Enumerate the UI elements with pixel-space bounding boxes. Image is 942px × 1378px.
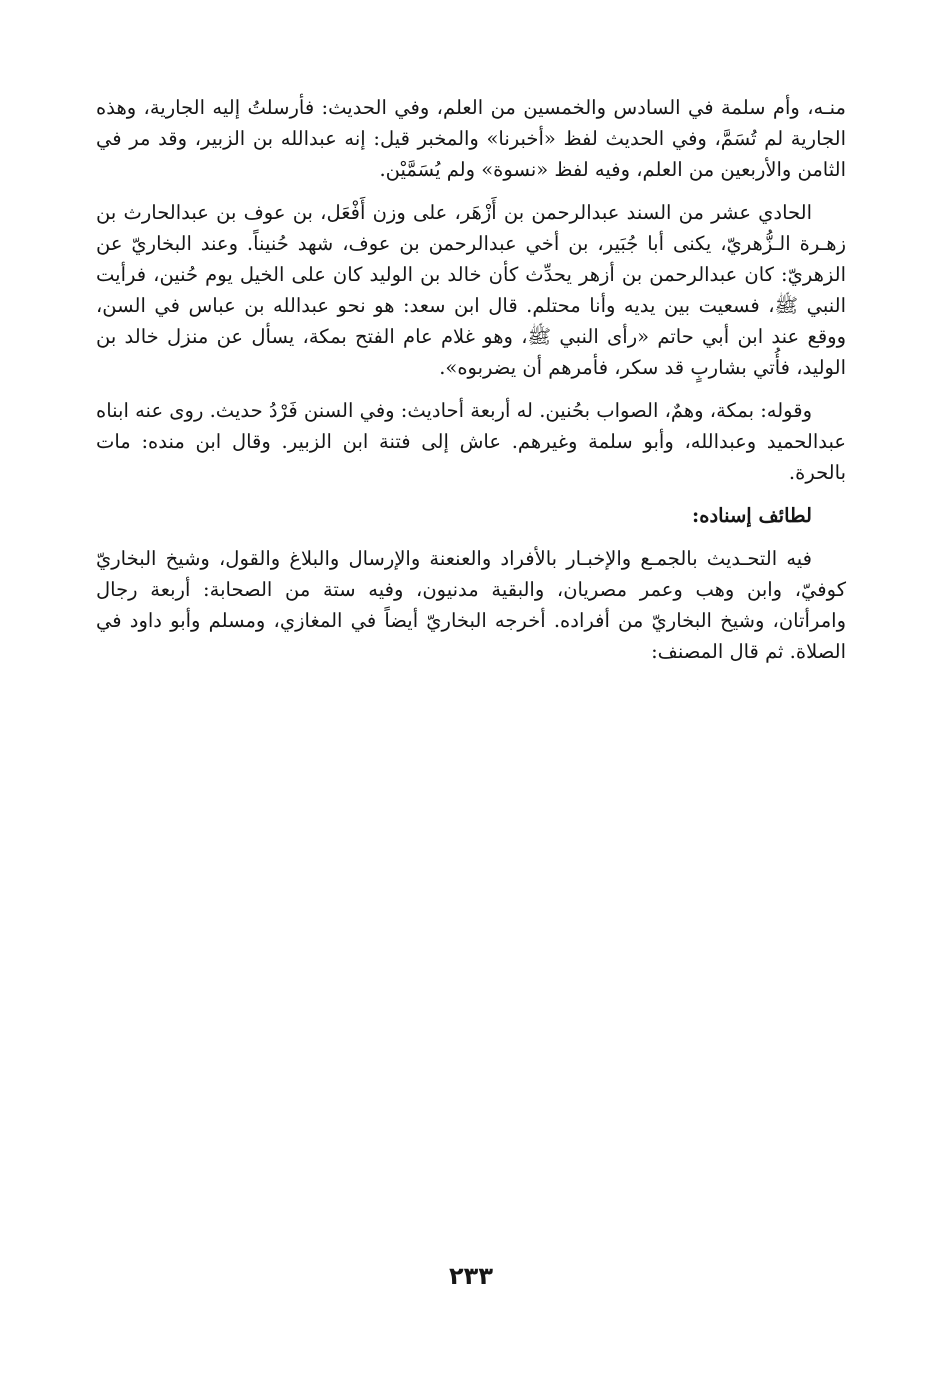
paragraph-continuation: منـه، وأم سلمة في السادس والخمسين من العلم، وفي الحديث: فأرسلتُ إليه الجارية، وهذه الجارية لم تُسَمَّ، وفي الحديث لفظ «أخبرنا» والمخبر قيل: إنه عبدالله بن الزبير، وقد مر في الثامن والأربعين من العلم، وفيه لفظ «نسوة» ولم يُسَمَّيْن. — [96, 96, 846, 181]
section-heading: لطائف إسناده: — [692, 504, 812, 527]
page-number: ٢٣٣ — [449, 1262, 493, 1290]
main-text — [96, 92, 846, 679]
paragraph-isnad-notes: فيه التحـديث بالجمـع والإخبـار بالأفراد والعنعنة والإرسال والبلاغ والقول، وشيخ البخاريّ كوفيّ، وابن وهب وعمر مصريان، والبقية مدنيون، وفيه ستة من الصحابة: أربعة رجال وامرأتان، وشيخ البخاريّ من أفراده. أخرجه البخاريّ أيضاً في المغازي، ومسلم وأبو داود في الصلاة. ثم قال المصنف: — [96, 547, 846, 663]
paragraph-correction: وقوله: بمكة، وهمٌ، الصواب بحُنين. له أربعة أحاديث: وفي السنن فَرْدُ حديث. روى عنه ابناه عبدالحميد وعبدالله، وأبو سلمة وغيرهم. عاش إلى فتنة ابن الزبير. وقال ابن منده: مات بالحرة. — [96, 399, 846, 484]
paragraph-narrator-biography: الحادي عشر من السند عبدالرحمن بن أَزْهَر، على وزن أَفْعَل، بن عوف بن عبدالحارث بن زهـرة الـزُّهريّ، يكنى أبا جُبَير، بن أخي عبدالرحمن بن عوف، شهد حُنيناً. وعند البخاريّ عن الزهريّ: كان عبدالرحمن بن أزهر يحدِّث كأن خالد بن الوليد كان على الخيل يوم حُنين، فرأيت النبي ﷺ، فسعيت بين يديه وأنا محتلم. قال ابن سعد: هو نحو عبدالله بن عباس في السن، ووقع عند ابن أبي حاتم «رأى النبي ﷺ، وهو غلام عام الفتح بمكة، يسأل عن منزل خالد بن الوليد، فأُتي بشاربٍ قد سكر، فأمرهم أن يضربوه». — [96, 201, 846, 379]
